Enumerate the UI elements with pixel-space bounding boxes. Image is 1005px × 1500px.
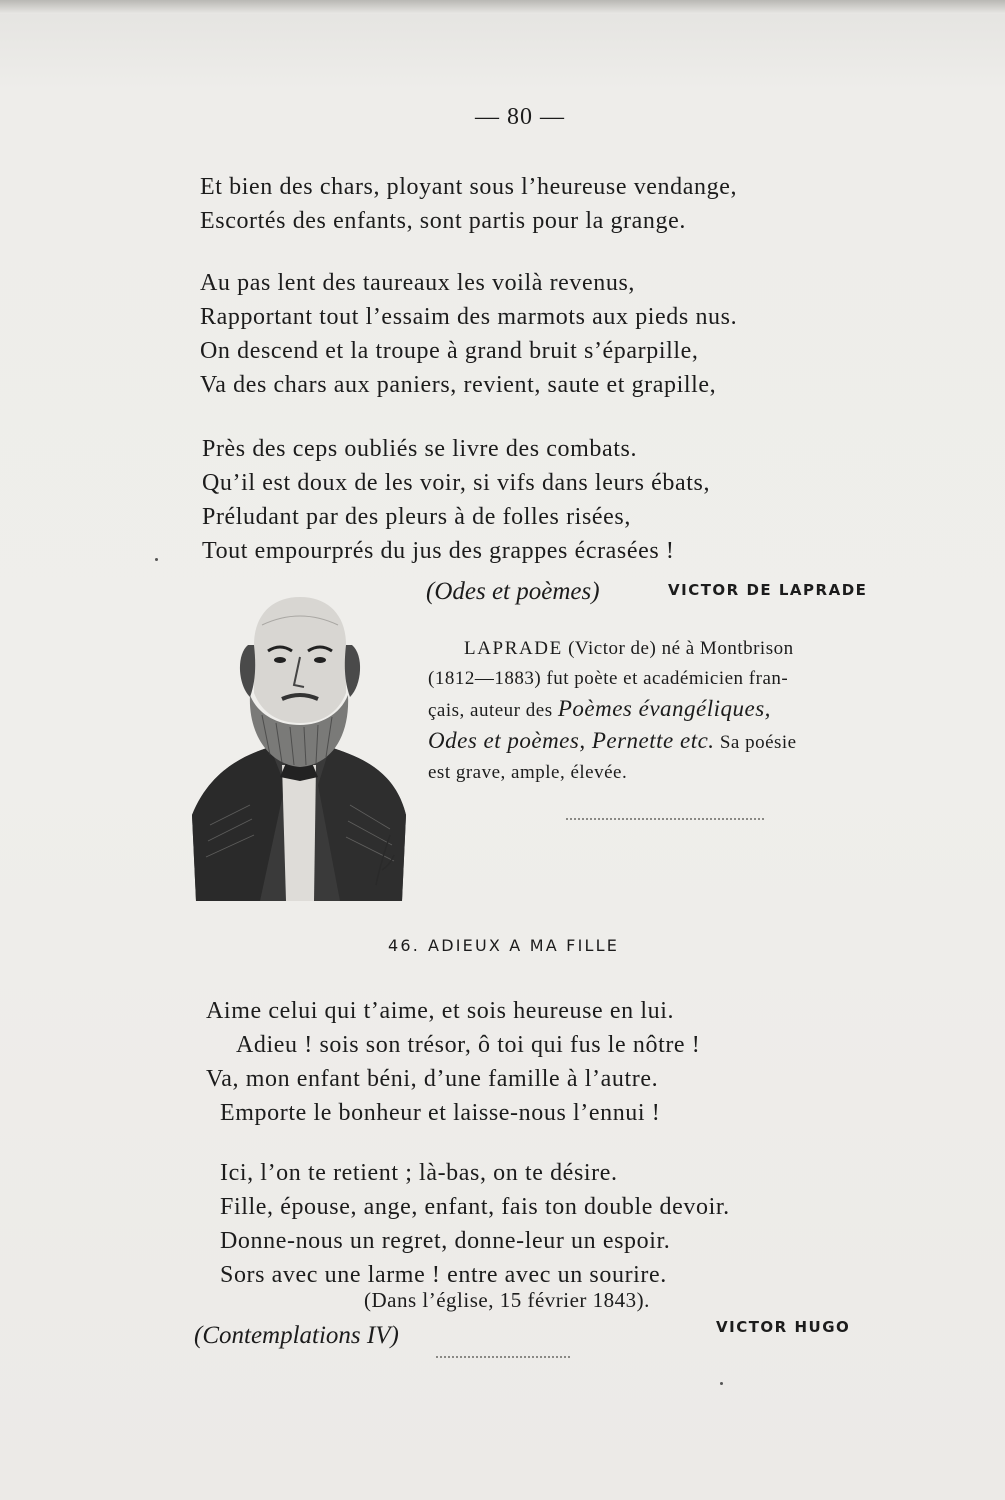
author-biography: [428, 634, 898, 788]
bio-line: [428, 634, 898, 664]
verse-line: On descend et la troupe à grand bruit s’éparpille,: [200, 338, 699, 364]
closing-divider: [436, 1356, 570, 1358]
verse-line: Préludant par des pleurs à de folles risées,: [202, 504, 631, 530]
poem1-stanza-3: [202, 432, 710, 568]
poem2-stanza-2: [220, 1156, 730, 1292]
verse-line: Va, mon enfant béni, d’une famille à l’autre.: [206, 1066, 659, 1092]
verse-line: Aime celui qui t’aime, et sois heureuse en lui.: [206, 998, 675, 1024]
bio-text: Sa poésie: [719, 732, 797, 753]
bio-author-name: LAPRADE: [464, 638, 563, 659]
poem2-author: VICTOR HUGO: [716, 1318, 851, 1336]
page-number: — 80 —: [475, 104, 565, 130]
verse-line: Au pas lent des taureaux les voilà revenus,: [200, 270, 636, 296]
verse-line: Fille, épouse, ange, enfant, fais ton double devoir.: [220, 1194, 730, 1220]
verse-line: Ici, l’on te retient ; là-bas, on te désire.: [220, 1160, 618, 1186]
poem2-stanza-1: [206, 994, 700, 1130]
poem1-stanza-2: [200, 266, 737, 402]
poem1-author: VICTOR DE LAPRADE: [668, 581, 868, 599]
poem1-source: (Odes et poèmes): [426, 578, 600, 605]
bio-text: çais, auteur des: [428, 700, 553, 721]
poem2-dateline: (Dans l’église, 15 février 1843).: [364, 1288, 650, 1312]
verse-line: Adieu ! sois son trésor, ô toi qui fus le nôtre !: [236, 1032, 701, 1058]
bio-work-title: Poèmes évangéliques,: [557, 696, 771, 721]
verse-line: Rapportant tout l’essaim des marmots aux pieds nus.: [200, 304, 738, 330]
poem2-source: (Contemplations IV): [194, 1322, 399, 1349]
bio-line: [428, 694, 898, 726]
bio-text: (Victor de) né à Montbrison: [568, 638, 794, 659]
bio-line: (1812—1883) fut poète et académicien fran-: [428, 668, 789, 689]
verse-line: Emporte le bonheur et laisse-nous l’ennui !: [220, 1100, 661, 1126]
print-speck: [155, 558, 158, 561]
poem1-stanza-1: [200, 170, 737, 238]
verse-line: Tout empourprés du jus des grappes écrasées !: [202, 538, 675, 564]
verse-line: Va des chars aux paniers, revient, saute et grapille,: [200, 372, 717, 398]
verse-line: Qu’il est doux de les voir, si vifs dans leurs ébats,: [202, 470, 711, 496]
bio-line: est grave, ample, élevée.: [428, 762, 628, 783]
portrait-engraving: [190, 585, 408, 901]
poem2-title: ADIEUX A MA FILLE: [428, 936, 620, 955]
verse-line: Donne-nous un regret, donne-leur un espoir.: [220, 1228, 671, 1254]
verse-line: Sors avec une larme ! entre avec un sourire.: [220, 1262, 667, 1288]
poem2-number: 46.: [388, 936, 421, 955]
page-top-shadow: [0, 0, 1005, 14]
verse-line: Escortés des enfants, sont partis pour la grange.: [200, 208, 686, 234]
section-divider: [566, 818, 764, 820]
bio-work-title: Odes et poèmes, Pernette etc.: [428, 728, 715, 753]
print-speck: [720, 1382, 723, 1385]
poem2-heading: [388, 936, 627, 955]
verse-line: Près des ceps oubliés se livre des combats.: [202, 436, 638, 462]
verse-line: Et bien des chars, ployant sous l’heureuse vendange,: [200, 174, 738, 200]
bio-line: [428, 726, 898, 758]
